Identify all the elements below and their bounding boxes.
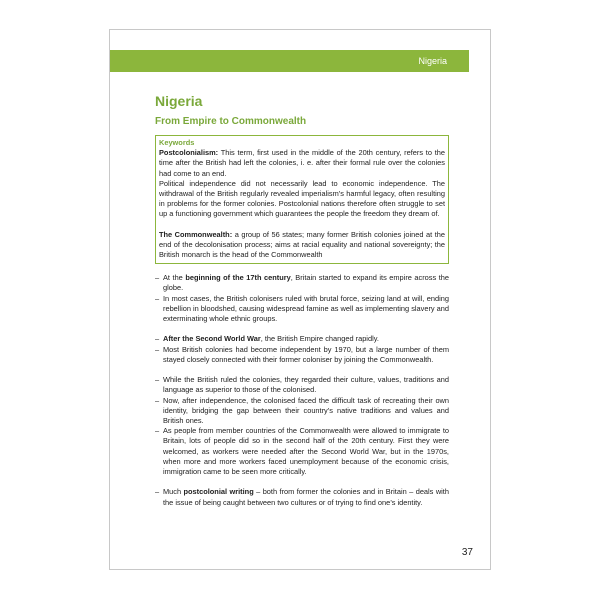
- keyword-commonwealth: [159, 230, 445, 261]
- keywords-heading: Keywords: [159, 138, 195, 147]
- keyword-term: The Commonwealth:: [159, 229, 233, 239]
- page-content: [155, 92, 449, 508]
- bullet-text: , Britain started to expand its empire across the globe.: [163, 273, 449, 293]
- bullet-bold-text: After the Second World War: [163, 334, 261, 344]
- bullet-item: [155, 396, 449, 427]
- bullet-text: In most cases, the British colonisers ruled with brutal force, seizing land at will, ending rebellion in bloodshed, causing widespread famine as well as implementing slavery and exterminating whole ethnic groups.: [163, 293, 449, 324]
- bullet-item: [155, 375, 449, 395]
- page-title: Nigeria: [155, 93, 203, 109]
- keyword-postcolonialism-continued: Political independence did not necessarily lead to economic independence. The withdrawal of the British regularly revealed imperialism’s harmful legacy, often resulting in problems for the former colonies. Postcolonial nations therefore often struggle to set up a functioning government which guarantees the people the freedom they dream of.: [159, 178, 445, 219]
- keyword-definition: a group of 56 states; many former British colonies joined at the end of the decolonisation process; aims at racial equality and national sovereignty; the British monarch is the head of the Commonwealth: [159, 229, 446, 260]
- bullet-text: Most British colonies had become independent by 1970, but a large number of them stayed closely connected with their former coloniser by joining the Commonwealth.: [163, 344, 449, 364]
- keyword-term: Postcolonialism:: [159, 148, 219, 158]
- bullet-item: [155, 345, 449, 365]
- bullet-bold-text: beginning of the 17th century: [185, 273, 291, 283]
- keyword-definition: This term, first used in the middle of the 20th century, refers to the time after the British had left the colonies, i. e. after their formal rule over the colonies had come to an end.: [159, 148, 445, 178]
- dash-marker: –: [155, 487, 160, 497]
- bullet-list: [155, 273, 449, 508]
- book-page: [109, 29, 491, 570]
- bullet-item: [155, 487, 449, 507]
- bullet-item: [155, 273, 449, 293]
- bullet-text: – both from former the colonies and in Britain – deals with the issue of being caught between two cultures or of trying to find one’s identity.: [163, 487, 449, 507]
- dash-marker: –: [155, 426, 160, 436]
- spacer: [159, 220, 445, 230]
- chapter-header-label: Nigeria: [418, 56, 447, 66]
- dash-marker: –: [155, 293, 160, 303]
- bullet-text: , the British Empire changed rapidly.: [260, 334, 379, 344]
- bullet-text: As people from member countries of the Commonwealth were allowed to immigrate to Britain, lots of people did so in the second half of the 20th century. First they were welcomed, as workers were needed after the Second World War, but in the 1970s, when more and more workers faced unemployment because of the economic crisis, immigration came to be seen more critically.: [163, 426, 449, 477]
- bullet-text: While the British ruled the colonies, they regarded their culture, values, traditions and language as superior to those of the colonised.: [163, 375, 449, 395]
- bullet-item: [155, 426, 449, 477]
- keyword-postcolonialism: [159, 148, 445, 179]
- bullet-text: At the: [163, 273, 186, 283]
- spacer: [155, 324, 449, 334]
- keywords-box: [155, 135, 449, 264]
- bullet-text: Much: [163, 487, 184, 497]
- dash-marker: –: [155, 273, 160, 283]
- chapter-header-band: [110, 50, 469, 72]
- bullet-item: [155, 294, 449, 325]
- bullet-item: [155, 334, 449, 344]
- bullet-bold-text: postcolonial writing: [183, 487, 254, 497]
- dash-marker: –: [155, 344, 160, 354]
- dash-marker: –: [155, 395, 160, 405]
- spacer: [155, 365, 449, 375]
- dash-marker: –: [155, 375, 160, 385]
- bullet-text: Now, after independence, the colonised faced the difficult task of recreating their own identity, bridging the gap between their country’s native traditions and values and British ones.: [163, 395, 449, 426]
- page-number: 37: [461, 547, 473, 558]
- page-subtitle: From Empire to Commonwealth: [155, 116, 307, 127]
- spacer: [155, 477, 449, 487]
- dash-marker: –: [155, 334, 160, 344]
